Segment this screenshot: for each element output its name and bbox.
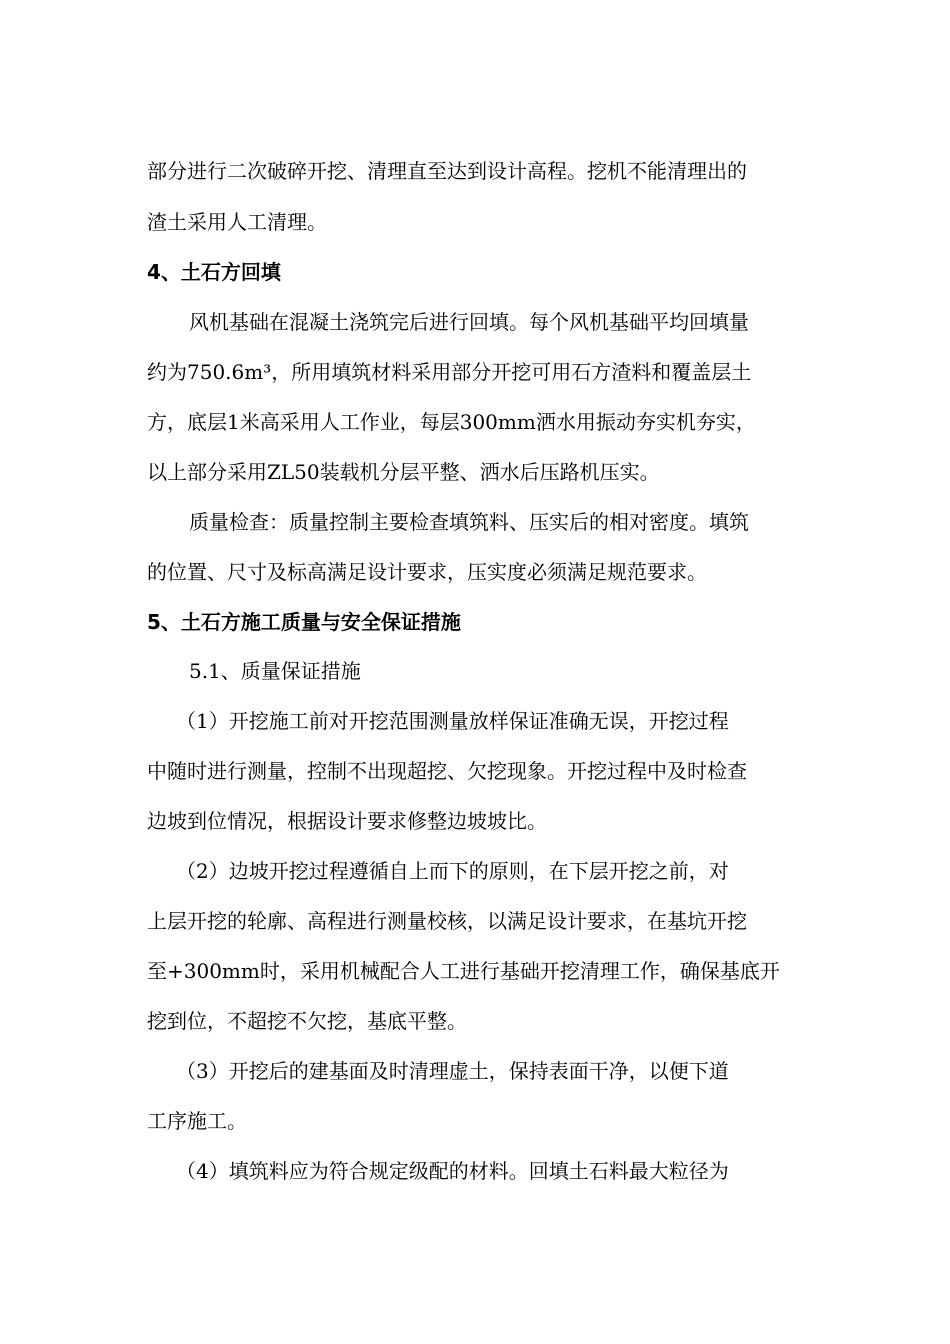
paragraph-line: 约为750.6m³，所用填筑材料采用部分开挖可用石方渣料和覆盖层土 — [147, 360, 752, 384]
paragraph-line: （2）边坡开挖过程遵循自上而下的原则，在下层开挖之前，对 — [176, 859, 729, 883]
section-heading: 5、土石方施工质量与安全保证措施 — [147, 610, 461, 634]
paragraph-line: 方，底层1米高采用人工作业，每层300mm洒水用振动夯实机夯实， — [147, 410, 756, 434]
paragraph-line: 中随时进行测量，控制不出现超挖、欠挖现象。开挖过程中及时检查 — [147, 759, 747, 783]
paragraph-line: （1）开挖施工前对开挖范围测量放样保证准确无误，开挖过程 — [176, 709, 729, 733]
paragraph-line: 挖到位，不超挖不欠挖，基底平整。 — [147, 1009, 467, 1033]
section-heading: 4、土石方回填 — [147, 260, 281, 284]
subsection-heading: 5.1、质量保证措施 — [189, 659, 361, 683]
paragraph-line: 边坡到位情况，根据设计要求修整边坡坡比。 — [147, 809, 547, 833]
paragraph-line: 风机基础在混凝土浇筑完后进行回填。每个风机基础平均回填量 — [189, 310, 749, 334]
paragraph-line: 上层开挖的轮廓、高程进行测量校核，以满足设计要求，在基坑开挖 — [147, 909, 747, 933]
paragraph-line: 部分进行二次破碎开挖、清理直至达到设计高程。挖机不能清理出的 — [147, 159, 747, 183]
paragraph-line: 工序施工。 — [147, 1109, 247, 1133]
paragraph-line: 质量检查：质量控制主要检查填筑料、压实后的相对密度。填筑 — [189, 510, 749, 534]
paragraph-line: 渣土采用人工清理。 — [147, 210, 327, 234]
paragraph-line: （3）开挖后的建基面及时清理虚土，保持表面干净，以便下道 — [176, 1059, 729, 1083]
paragraph-line: （4）填筑料应为符合规定级配的材料。回填土石料最大粒径为 — [176, 1159, 729, 1183]
paragraph-line: 至+300mm时，采用机械配合人工进行基础开挖清理工作，确保基底开 — [147, 959, 780, 983]
paragraph-line: 的位置、尺寸及标高满足设计要求，压实度必须满足规范要求。 — [147, 560, 707, 584]
paragraph-line: 以上部分采用ZL50装载机分层平整、洒水后压路机压实。 — [147, 460, 660, 484]
